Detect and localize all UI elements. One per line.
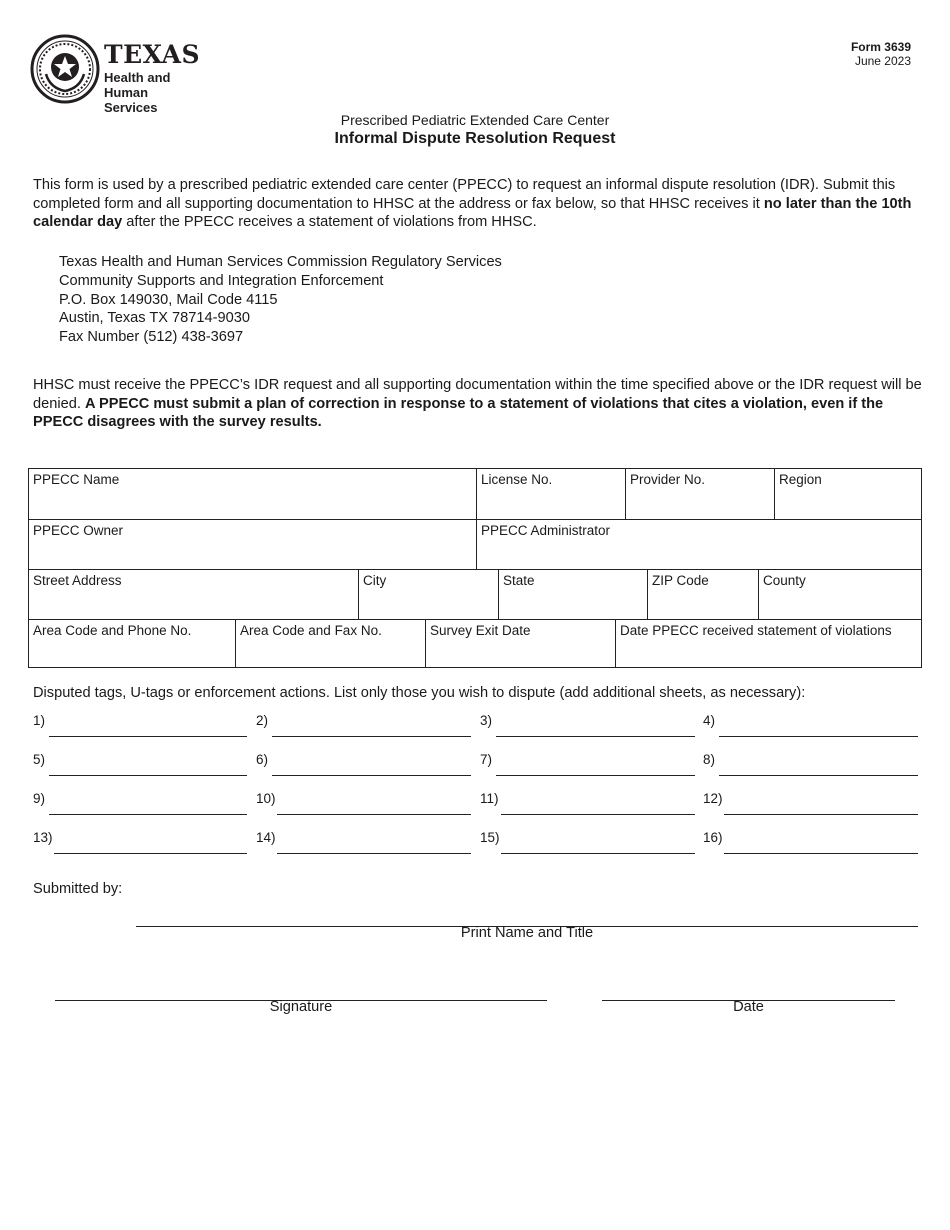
disputed-tags-heading: Disputed tags, U-tags or enforcement actions. List only those you wish to dispute (add additional sheets, as necessary):	[33, 685, 806, 701]
tag-label: 8)	[703, 752, 716, 767]
table-row	[29, 469, 921, 520]
tag-label: 10)	[256, 791, 276, 806]
signature-label: Signature	[269, 999, 333, 1015]
form-subtitle: Prescribed Pediatric Extended Care Center	[340, 112, 610, 128]
tag-input-line[interactable]	[501, 853, 695, 854]
fax-field[interactable]: Area Code and Fax No.	[235, 620, 425, 667]
fax-number: Fax Number (512) 438-3697	[59, 329, 244, 346]
ppecc-administrator-field[interactable]: PPECC Administrator	[476, 520, 921, 569]
tag-input-line[interactable]	[724, 853, 918, 854]
tag-input-line[interactable]	[272, 775, 471, 776]
date-label: Date	[733, 999, 764, 1015]
tag-label: 1)	[33, 713, 46, 728]
tag-label: 2)	[256, 713, 269, 728]
tag-label: 12)	[703, 791, 723, 806]
table-row	[29, 520, 921, 570]
tag-input-line[interactable]	[724, 814, 918, 815]
tag-input-line[interactable]	[272, 736, 471, 737]
tag-label: 14)	[256, 830, 276, 845]
tag-input-line[interactable]	[496, 775, 695, 776]
tag-input-line[interactable]	[54, 853, 247, 854]
submitted-by-label: Submitted by:	[33, 881, 123, 897]
zip-code-field[interactable]: ZIP Code	[647, 570, 758, 619]
tag-input-line[interactable]	[501, 814, 695, 815]
tag-label: 5)	[33, 752, 46, 767]
tag-label: 9)	[33, 791, 46, 806]
mailing-address: Texas Health and Human Services Commission Regulatory Services Community Supports and Integration Enforcement P.O. Box 149030, Mail Code 4115 Austin, Texas TX 78714-9030 Fax Number (512) 438-3697	[59, 254, 502, 346]
form-number: Form 3639	[850, 40, 911, 54]
tag-label: 11)	[480, 791, 499, 806]
tag-label: 16)	[703, 830, 723, 845]
form-date: June 2023	[854, 54, 911, 68]
tag-input-line[interactable]	[496, 736, 695, 737]
tag-input-line[interactable]	[49, 736, 247, 737]
form-title: Informal Dispute Resolution Request	[334, 130, 616, 147]
region-field[interactable]: Region	[774, 469, 921, 519]
hhs-logo	[30, 34, 210, 115]
tag-input-line[interactable]	[277, 814, 471, 815]
tag-label: 3)	[480, 713, 493, 728]
provider-no-field[interactable]: Provider No.	[625, 469, 774, 519]
tag-input-line[interactable]	[277, 853, 471, 854]
form-identifier	[851, 40, 911, 68]
ppecc-owner-field[interactable]: PPECC Owner	[33, 523, 124, 538]
city-field[interactable]: City	[358, 570, 498, 619]
tag-label: 13)	[33, 830, 53, 845]
logo-agency-text: Health and Human Services	[104, 70, 171, 115]
table-row	[29, 570, 921, 620]
tag-input-line[interactable]	[49, 775, 247, 776]
phone-field[interactable]: Area Code and Phone No.	[33, 623, 192, 638]
violations-received-date-field[interactable]: Date PPECC received statement of violations	[615, 620, 921, 667]
street-address-field[interactable]: Street Address	[33, 573, 122, 588]
print-name-label: Print Name and Title	[460, 925, 594, 941]
intro-paragraph: This form is used by a prescribed pediatric extended care center (PPECC) to request an informal dispute resolution (IDR). Submit this completed form and all supporting documentation to HHSC at the address or fax below, so that HHSC receives it no later than the 10th calendar day after the PPECC receives a statement of violations from HHSC.	[33, 177, 912, 230]
tag-label: 4)	[703, 713, 716, 728]
texas-seal-icon	[30, 34, 100, 104]
tag-input-line[interactable]	[719, 775, 918, 776]
state-field[interactable]: State	[498, 570, 647, 619]
license-no-field[interactable]: License No.	[476, 469, 625, 519]
tag-label: 7)	[480, 752, 493, 767]
table-row	[29, 620, 921, 667]
tag-label: 15)	[480, 830, 500, 845]
facility-info-table	[28, 468, 922, 668]
county-field[interactable]: County	[758, 570, 921, 619]
tag-input-line[interactable]	[49, 814, 247, 815]
survey-exit-date-field[interactable]: Survey Exit Date	[425, 620, 615, 667]
logo-texas-text: TEXAS	[104, 40, 201, 69]
tag-input-line[interactable]	[719, 736, 918, 737]
ppecc-name-field[interactable]: PPECC Name	[33, 472, 120, 487]
notice-paragraph: HHSC must receive the PPECC’s IDR request and all supporting documentation within the time specified above or the IDR request will be denied. A PPECC must submit a plan of correction in response to a statement of violations that cites a violation, even if the PPECC disagrees with the survey results.	[33, 377, 922, 430]
tag-label: 6)	[256, 752, 269, 767]
